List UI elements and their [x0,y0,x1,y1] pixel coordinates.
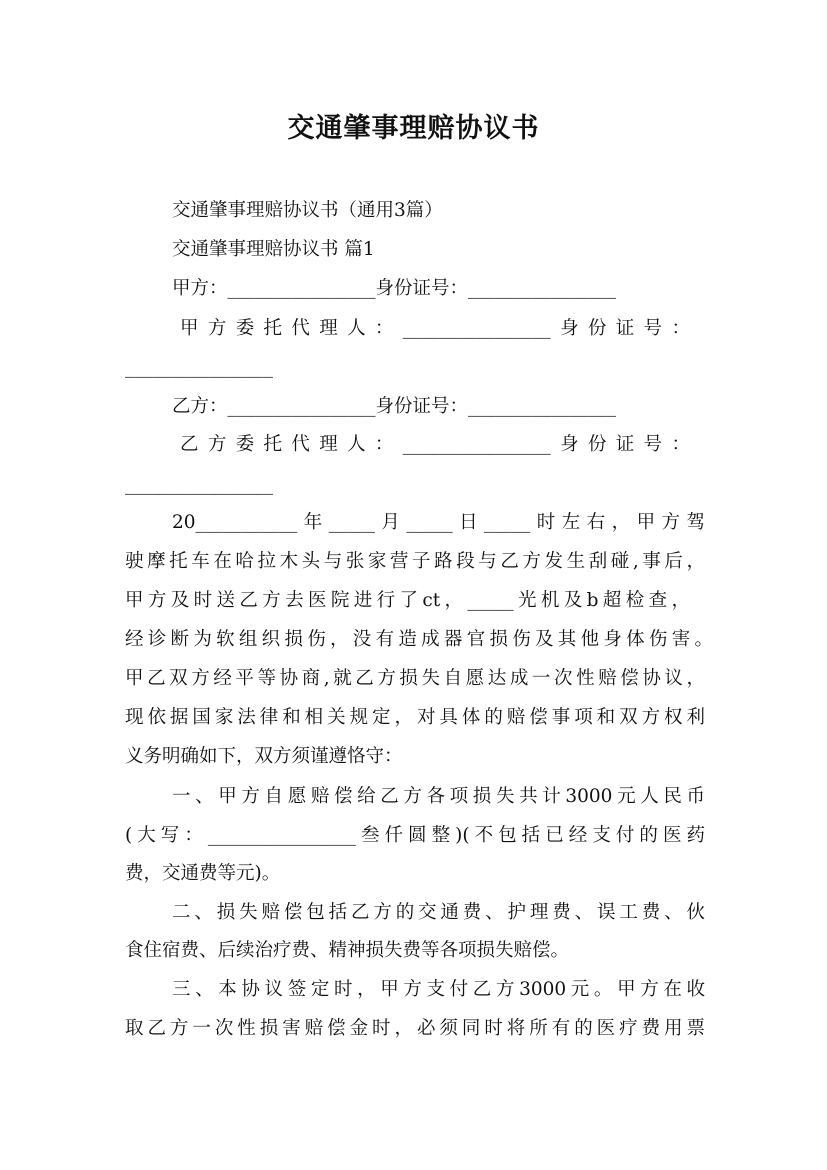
paragraph-line: 经诊断为软组织损伤，没有造成器官损伤及其他身体伤害。 [125,629,713,650]
clause-3-line: 取乙方一次性损害赔偿金时，必须同时将所有的医疗费用票 [125,1018,705,1039]
party-b-agent-id-line: ________________ [125,474,273,495]
clause-2-line: 食住宿费、后续治疗费、精神损失费等各项损失赔偿。 [125,940,570,961]
clause-1-line: (大写：________________叁仟圆整)(不包括已经支付的医药 [125,825,705,846]
paragraph-line: 驶摩托车在哈拉木头与张家营子路段与乙方发生刮碰,事后， [125,551,705,572]
party-a-agent-line: 甲方委托代理人：________________身份证号： [180,318,690,339]
party-a-agent-id-line: ________________ [125,357,273,378]
subtitle-line: 交通肇事理赔协议书（通用3篇） [172,200,443,221]
paragraph-line: 现依据国家法律和相关规定，对具体的赔偿事项和双方权利 [125,707,705,728]
paragraph-line: 义务明确如下，双方须谨遵恪守： [125,746,403,767]
party-a-line: 甲方：________________身份证号：________________ [172,278,617,299]
party-b-line: 乙方：________________身份证号：________________ [172,396,617,417]
section-heading: 交通肇事理赔协议书 篇1 [172,239,375,260]
party-b-agent-line: 乙方委托代理人：________________身份证号： [180,434,690,455]
clause-1-line: 一、甲方自愿赔偿给乙方各项损失共计3000元人民币 [172,786,705,807]
clause-1-line: 费，交通费等元)。 [125,863,281,884]
clause-2-line: 二、损失赔偿包括乙方的交通费、护理费、误工费、伙 [172,902,705,923]
clause-3-line: 三、本协议签定时，甲方支付乙方3000元。甲方在收 [172,979,705,1000]
paragraph-line: 甲方及时送乙方去医院进行了ct，_____光机及b超检查， [125,590,690,611]
paragraph-line: 甲乙双方经平等协商,就乙方损失自愿达成一次性赔偿协议， [125,668,705,689]
paragraph-line: 20___________年_____月_____日_____时左右，甲方驾 [172,512,705,533]
document-title: 交通肇事理赔协议书 [287,113,540,144]
